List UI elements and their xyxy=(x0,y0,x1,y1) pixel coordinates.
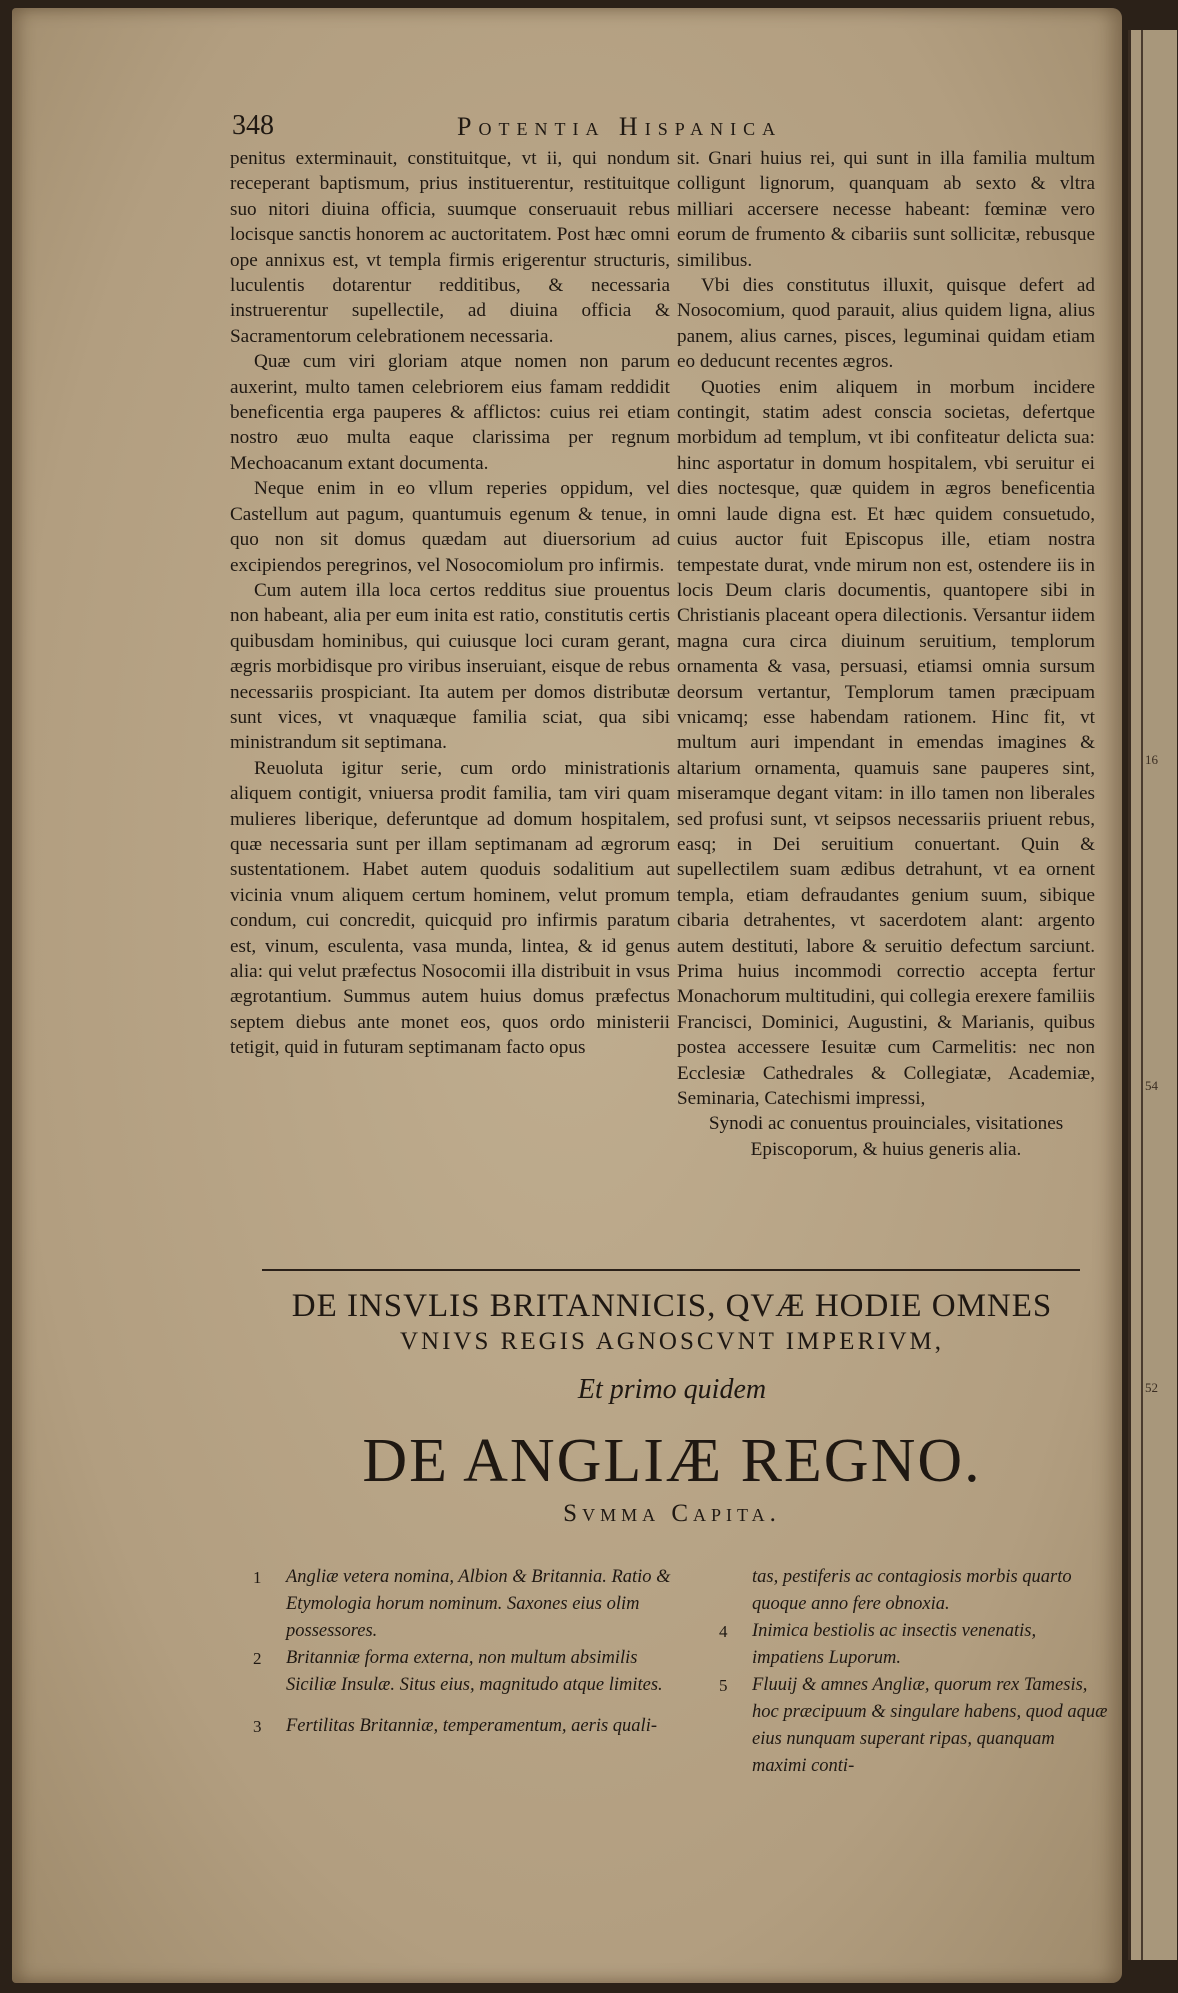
adjacent-page-edge xyxy=(1128,30,1177,1960)
item-text: Fluuij & amnes Angliæ, quorum rex Tamesis, hoc præcipuum & singulare habens, quod aquæ eius nunquam superant ripas, quanquam maximi conti- xyxy=(752,1675,1108,1776)
chapter-summary-continuation xyxy=(752,1564,1097,1618)
margin-number: 16 xyxy=(1145,752,1158,767)
paragraph: Cum autem illa loca certos redditus siue prouentus non habeant, alia per eum inita est ratio, constitutis certis quibusdam hominibus, qui cuiusque loci curam gerant, ægris morbidisque pro viribus inseruiant, eisque de rebus necessariis prospiciant. Ita autem per domos distributæ sunt vices, vt vnaquæque familia sciat, qua sibi ministrandum sit septimana. xyxy=(230,579,670,754)
item-text: Inimica bestiolis ac insectis venenatis, impatiens Luporum. xyxy=(752,1621,1037,1668)
item-text: Britanniæ forma externa, non multum absimilis Siciliæ Insulæ. Situs eius, magnitudo atque limites. xyxy=(286,1648,663,1695)
margin-number: 54 xyxy=(1145,1078,1158,1093)
chapter-summary-item xyxy=(719,1672,1112,1780)
item-number: 5 xyxy=(719,1676,728,1695)
paragraph: Reuoluta igitur serie, cum ordo ministrationis aliquem contigit, vniuersa prodit familia, tam viri quam mulieres liberique, deferuntque ad domum hospitalem, quæ necessaria sunt per illam septimanam ad ægrorum sustentationem. Habet autem quoduis sodalitium aut vicinia vnum aliquem certum hominem, velut promum condum, cui concredit, quicquid pro infirmis paratum est, vinum, esculenta, vasa munda, lintea, & id genus alia: qui velut præfectus Nosocomii illa distribuit in vsus ægrotantium. Summus autem huius domus præfectus septem diebus ante monet eos, quos ordo ministerii tetigit, quid in futuram septimanam facto opus xyxy=(230,757,670,1059)
right-column xyxy=(677,146,1095,1162)
item-number: 4 xyxy=(719,1622,728,1641)
page-header xyxy=(232,106,872,146)
item-text: Fertilitas Britanniæ, temperamentum, aeris quali- xyxy=(286,1716,658,1736)
paragraph: sit. Gnari huius rei, qui sunt in illa familia multum colligunt lignorum, quanquam ab sexto & vltra milliari accersere necesse habeant: fœminæ vero eorum de frumento & cibariis sunt sollicitæ, rebusque similibus. xyxy=(677,148,1095,271)
section-title: DE INSVLIS BRITANNICIS, QVÆ HODIE OMNES xyxy=(291,1288,1053,1324)
section-divider xyxy=(262,1269,1080,1271)
item-number: 2 xyxy=(253,1649,262,1668)
paragraph: Vbi dies constitutus illuxit, quisque defert ad Nosocomium, quod parauit, alius quidem ligna, alius panem, alius carnes, pisces, leguminai quidam etiam eo deducunt recentes ægros. xyxy=(677,275,1095,373)
item-text: Angliæ vetera nomina, Albion & Britannia. Ratio & Etymologia horum nominum. Saxones eius olim possessores. xyxy=(286,1567,671,1641)
paragraph: Quæ cum viri gloriam atque nomen non parum auxerint, multo tamen celebriorem eius famam reddidit beneficentia erga pauperes & afflictos: cuius rei etiam nostro æuo multa eaque clarissima per regnum Mechoacanum extant documenta. xyxy=(230,351,670,474)
margin-number: 52 xyxy=(1145,1380,1158,1395)
paragraph: Neque enim in eo vllum reperies oppidum, vel Castellum aut pagum, quantumuis egenum & tenue, in quo non sit domus quædam aut diuersorium ad excipiendos peregrinos, vel Nosocomiolum pro infirmis. xyxy=(230,478,670,576)
paragraph: penitus exterminauit, constituitque, vt ii, qui nondum receperant baptismum, prius instituerentur, restituitque suo nitori diuina officia, suumque conseruauit rebus locisque sanctis honorem ac auctoritatem. Post hæc omni ope annixus est, vt templa firmis erigerentur structuris, luculentis dotarentur redditibus, & necessaria instruerentur supellectile, ad diuina officia & Sacramentorum celebrationem necessaria. xyxy=(230,148,670,347)
summa-capita-heading: Svmma Capita. xyxy=(563,1500,781,1527)
left-column xyxy=(230,146,670,1061)
closing-paragraph: Synodi ac conuentus prouinciales, visitationes Episcoporum, & huius generis alia. xyxy=(708,1113,1064,1160)
paragraph: Quoties enim aliquem in morbum incidere contingit, statim adest conscia societas, defertque morbidum ad templum, vt ibi confiteatur delicta sua: hinc asportatur in domum hospitalem, vbi seruitur ei dies noctesque, quæ quidem in ægros beneficentia omni laude digna est. Et hæc quidem consuetudo, cuius auctor fuit Episcopus ille, etiam nostra tempestate durat, vnde mirum non est, ostendere iis in locis Deum claris documentis, quantopere sibi in Christianis placeant opera dilectionis. Versantur iidem magna cura circa diuinum seruitium, templorum ornamenta & vasa, persuasi, etiamsi omnia sursum deorsum vertantur, Templorum tamen præcipuam vnicamq; esse habendam rationem. Hinc fit, vt multum auri impendant in emendas imagines & altarium ornamenta, quamuis sane pauperes sint, miseramque degant vitam: in illo tamen non liberales sed profusi sunt, vt seipsos necessariis priuent rebus, easq; in Dei seruitium conuertant. Quin & supellectilem suam ædibus detrahunt, vt ea ornent templa, etiam defraudantes genium suum, sibique cibaria detrahentes, vt sacerdotem alant: argento autem destituti, labore & seruitio defectum sarciunt. Prima huius incommodi correctio accepta fertur Monachorum multitudini, qui collegia erexere familiis Francisci, Dominici, Augustini, & Marianis, quibus postea accessere Iesuitæ cum Carmelitis: nec non Ecclesiæ Cathedrales & Collegiatæ, Academiæ, Seminaria, Catechismi impressi, xyxy=(677,376,1095,1110)
item-number: 3 xyxy=(253,1717,262,1736)
page-edge-rule xyxy=(1141,30,1143,1960)
kingdom-heading: DE ANGLIÆ REGNO. xyxy=(362,1427,982,1495)
book-page xyxy=(12,8,1122,1983)
chapter-summary-item xyxy=(253,1713,686,1740)
page-number: 348 xyxy=(232,110,274,141)
item-text: tas, pestiferis ac contagiosis morbis quarto quoque anno fere obnoxia. xyxy=(752,1567,1072,1614)
chapter-summary-item xyxy=(719,1618,1112,1672)
chapter-summary-item xyxy=(253,1564,686,1645)
item-number: 1 xyxy=(253,1568,262,1587)
section-subtitle: VNIVS REGIS AGNOSCVNT IMPERIVM, xyxy=(400,1328,944,1355)
chapter-summary-item xyxy=(253,1645,686,1699)
section-intro: Et primo quidem xyxy=(577,1374,767,1405)
running-title: Potentia Hispanica xyxy=(457,112,783,141)
